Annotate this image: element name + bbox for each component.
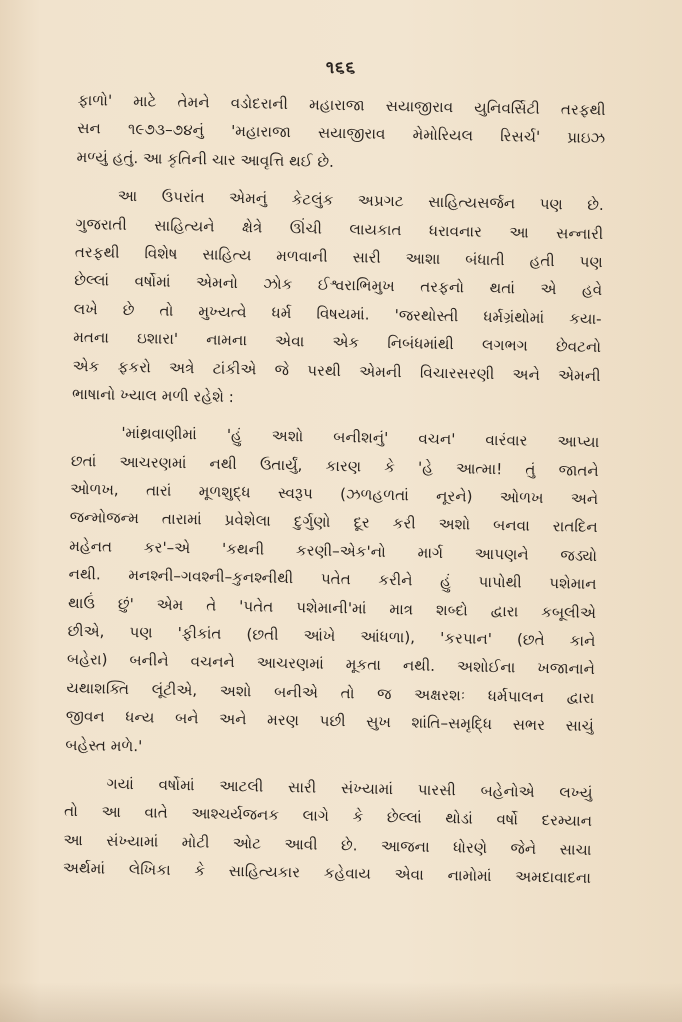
- body-text: [63, 86, 606, 893]
- text-line: ગુજરાતી સાહિત્યને ક્ષેત્રે ઊંચી લાયકાત ધરાવનાર આ સન્નારી: [75, 214, 604, 243]
- text-line: છતાં આચરણમાં નથી ઉતાર્યું, કારણ કે 'હે આત્મા! તું જાતને: [70, 451, 599, 480]
- text-line: તરફથી વિશેષ સાહિત્ય મળવાની સારી આશા બંધાતી હતી પણ: [74, 242, 603, 272]
- text-line: બહેસ્ત મળે.': [65, 735, 143, 755]
- text-line: ઓળખ, તારાં મૂળશુદ્ધ સ્વરૂપ (ઝળહળતાં નૂરને) ઓળખ અને: [70, 480, 599, 509]
- text-line: એક ફકરો અત્રે ટાંકીએ જે પરથી એમની વિચારસરણી અને એમની: [72, 356, 601, 385]
- text-line: છીએ, પણ 'ફીકાંત (છતી આંખે આંધળા), 'કરપાન' (છતે કાને: [67, 621, 596, 651]
- text-line: 'માંથ્રવાણીમાં 'હું અશો બનીશનું' વચન' વારંવાર આપ્યા: [121, 424, 600, 452]
- text-line: જન્મોજન્મ તારામાં પ્રવેશેલા દુર્ગુણો દૂર કરી અશો બનવા રાતદિન: [69, 508, 598, 537]
- text-line: લખે છે તો મુખ્યત્વે ધર્મ વિષયમાં. 'જરથોસ્તી ધર્મગ્રંથોમાં કયા-: [73, 299, 602, 328]
- text-line: યથાશક્તિ લૂંટીએ, અશો બનીએ તો જ અક્ષરશઃ ધર્મપાલન દ્વારા: [66, 678, 595, 707]
- text-line: તો આ વાતે આશ્ચર્યજનક લાગે કે છેલ્લાં થોડાં વર્ષો દરમ્યાન: [63, 802, 593, 831]
- text-line: મળ્યું હતું. આ કૃતિની ચાર આવૃત્તિ થઈ છે.: [76, 147, 335, 171]
- text-line: છેલ્લાં વર્ષોમાં એમનો ઝોક ઈશ્વરાભિમુખ તરફનો થતાં એ હવે: [74, 271, 603, 300]
- text-line: સન ૧૯૭૩–૭૪નું 'મહારાજા સયાજીરાવ મેમોરિયલ રિસર્ચ' પ્રાઇઝ: [77, 119, 606, 148]
- text-line: ભાષાનો ખ્યાલ મળી રહેશે :: [71, 384, 234, 406]
- text-line: આ સંખ્યામાં મોટી ઓટ આવી છે. આજના ધોરણે જેને સાચા: [63, 830, 592, 859]
- text-line: થાઉં છું' એમ તે 'પતેત પશેમાની'માં માત્ર શબ્દો દ્વારા કબૂલીએ: [67, 593, 597, 622]
- text-line: જીવન ધન્ય બને અને મરણ પછી સુખ શાંતિ–સમૃદ્ધિ સભર સાચું: [65, 707, 594, 736]
- text-line: નથી. મનશ્ની–ગવશ્ની–કુનશ્નીથી પતેત કરીને હું પાપોથી પશેમાન: [68, 565, 597, 594]
- page-number: ૧૬૬: [325, 58, 357, 78]
- text-line: આ ઉપરાંત એમનું કેટલુંક અપ્રગટ સાહિત્યસર્જન પણ છે.: [117, 186, 604, 215]
- text-line: બહેરા) બનીને વચનને આચરણમાં મૂકતા નથી. અશોઈના ખજાનાને: [66, 650, 596, 679]
- text-line: ગયાં વર્ષોમાં આટલી સારી સંખ્યામાં પારસી બહેનોએ લખ્યું: [106, 774, 593, 802]
- text-line: અર્થમાં લેખિકા કે સાહિત્યકાર કહેવાય એવા નામોમાં અમદાવાદના: [62, 859, 592, 888]
- text-line: મહેનત કર'–એ 'કથની કરણી–એક'નો માર્ગ આપણને જડ્યો: [68, 536, 598, 565]
- text-line: ફાળો' માટે તેમને વડોદરાની મહારાજા સયાજીરાવ યુનિવર્સિટી તરફથી: [77, 90, 606, 120]
- text-line: મતના ઇશારા' નામના એવા એક નિબંધમાંથી લગભગ છેવટનો: [73, 328, 602, 357]
